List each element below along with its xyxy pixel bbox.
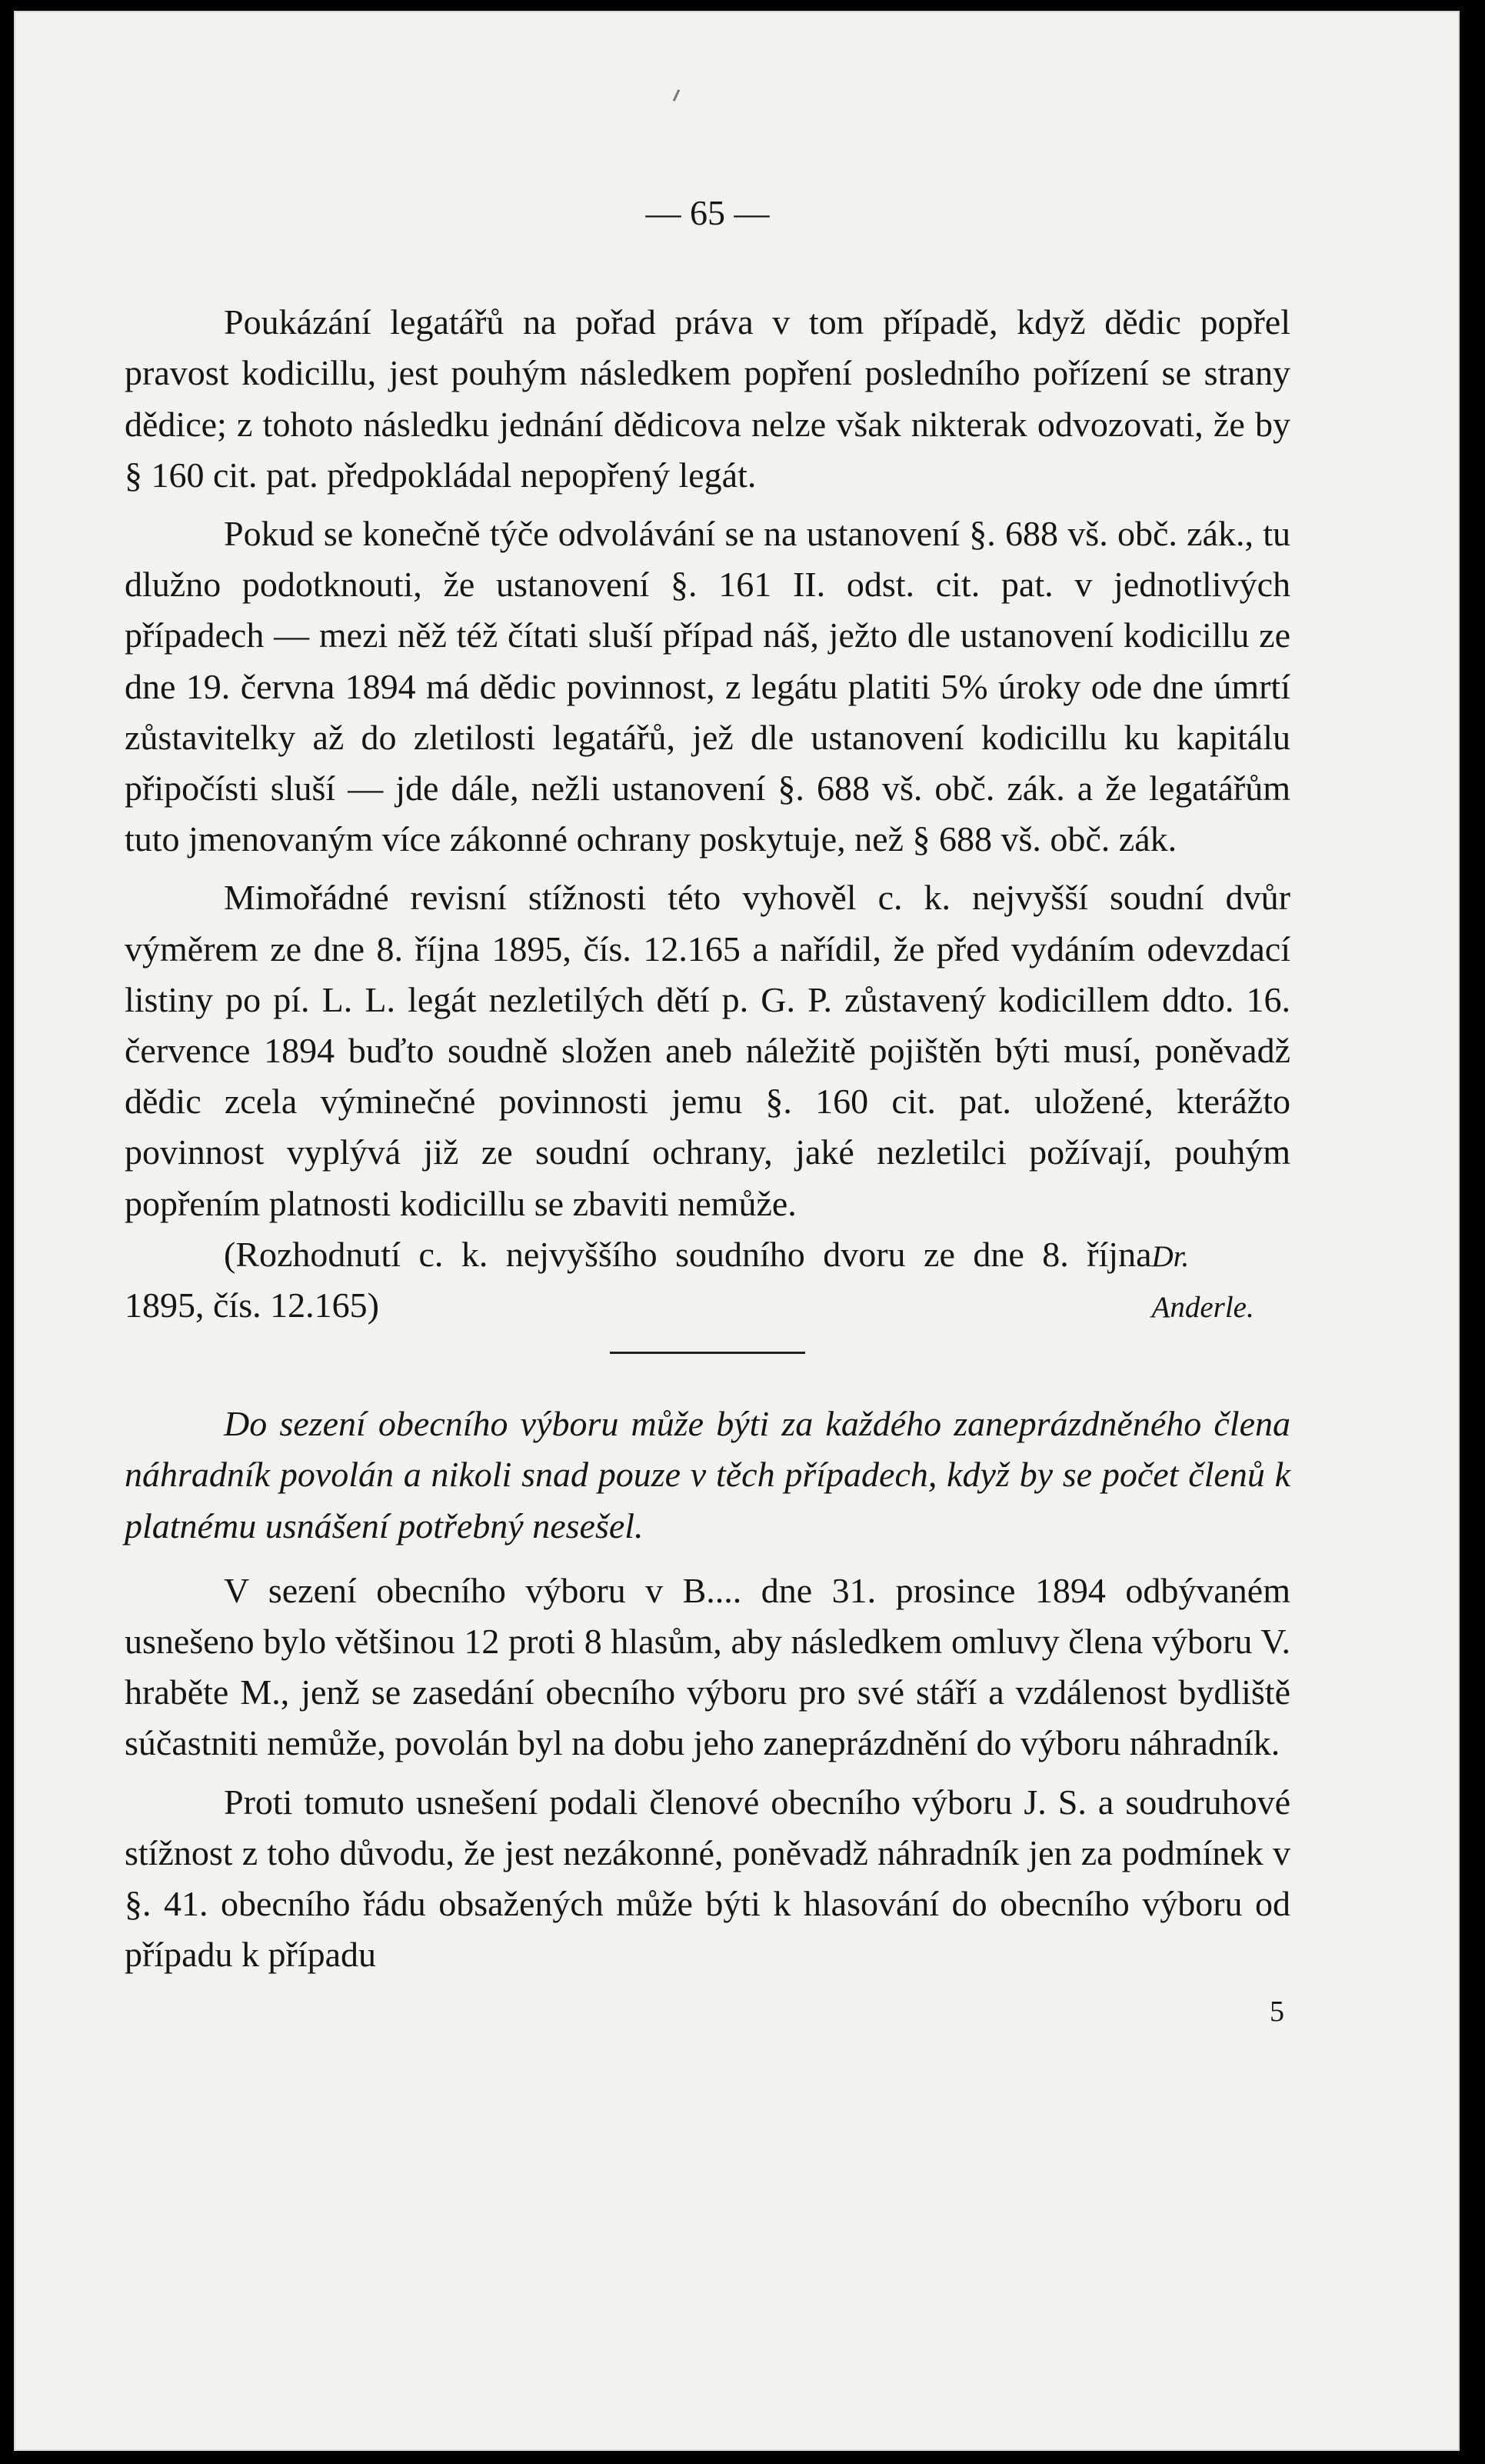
paragraph-4: V sezení obecního výboru v B.... dne 31. prosince 1894 odbývaném usnešeno bylo většinou 12 proti 8 hlasům, aby následkem omluvy člena výboru V. hraběte M., jenž se zasedání obecního výboru pro své stáří a vzdálenost bydliště súčastniti nemůže, povolán byl na dobu jeho zaneprázdnění do výboru náhradník. [125,1570,1290,1763]
paragraph-5: Proti tomuto usnešení podali členové obecního výboru J. S. a soudruhové stížnost z toho důvodu, že jest nezákonné, poněvadž náhradník jen za podmínek v §. 41. obecního řádu obsažených může býti k hlasování do obecního výboru od případu k případu [125,1782,1290,1975]
footer-mark: 5 [1270,1995,1284,2028]
document-page [125,188,1290,2029]
scan-mark [673,89,680,102]
section-divider [610,1352,805,1354]
page-number: — 65 — [645,193,770,232]
paragraph-3: Mimořádné revisní stížnosti této vyhověl c. k. nejvyšší soudní dvůr výměrem ze dne 8. října 1895, čís. 12.165 a nařídil, že před vydáním odevzdací listiny po pí. L. L. legát nezletilých dětí p. G. P. zůstavený kodicillem ddto. 16. července 1894 buďto soudně složen aneb náležitě pojištěn býti musí, poněvadž dědic zcela výminečné povinnosti jemu §. 160 cit. pat. uložené, kterážto povinnost vyplývá již ze soudní ochrany, jaké nezletilci požívají, pouhým popřením platnosti kodicillu se zbaviti nemůže. [125,878,1290,1223]
decision-text: (Rozhodnutí c. k. nejvyššího soudního dvoru ze dne 8. října 1895, čís. 12.165) [125,1234,1152,1325]
signature: Dr. Anderle. [1151,1239,1254,1325]
paragraph-1: Poukázání legatářů na pořad práva v tom případě, když dědic popřel pravost kodicillu, jest pouhým následkem popření posledního pořízení se strany dědice; z tohoto následku jednání dědicova nelze však nikterak odvozovati, že by § 160 cit. pat. předpokládal nepopřený legát. [125,302,1290,495]
section-headline: Do sezení obecního výboru může býti za každého zaneprázdněného člena náhradník povolán a nikoli snad pouze v těch případech, když by se počet členů k platnému usnášení potřebný nesešel. [125,1404,1290,1545]
paragraph-2: Pokud se konečně týče odvolávání se na ustanovení §. 688 vš. obč. zák., tu dlužno podotknouti, že ustanovení §. 161 II. odst. cit. pat. v jednotlivých případech — mezi něž též čítati sluší případ náš, ježto dle ustanovení kodicillu ze dne 19. června 1894 má dědic povinnost, z legátu platiti 5% úroky ode dne úmrtí zůstavitelky až do zletilosti legatářů, jež dle ustanovení kodicillu ku kapitálu připočísti sluší — jde dále, nežli ustanovení §. 688 vš. obč. zák. a že legatářům tuto jmenovaným více zákonné ochrany poskytuje, než § 688 vš. obč. zák. [125,514,1290,859]
decision-line [125,1229,1290,1333]
